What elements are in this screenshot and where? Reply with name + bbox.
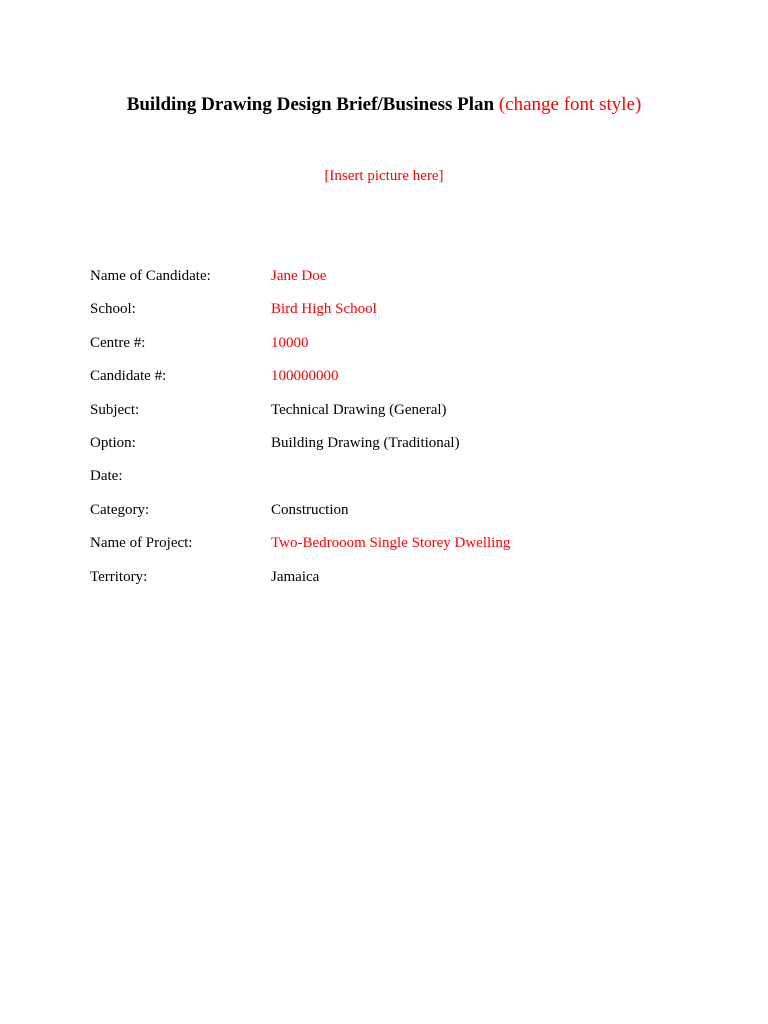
info-value: Construction [271, 501, 349, 518]
info-value: Jamaica [271, 568, 320, 585]
info-label: Name of Project: [90, 535, 193, 552]
info-value: 100000000 [271, 368, 339, 385]
info-row-candidate-number [90, 365, 690, 398]
info-value: Building Drawing (Traditional) [271, 434, 460, 451]
picture-placeholder: [Insert picture here] [324, 168, 444, 184]
info-row-centre-number [90, 332, 690, 365]
info-value: Two-Bedrooom Single Storey Dwelling [271, 535, 511, 552]
info-row-date [90, 465, 690, 498]
info-label: Option: [90, 434, 136, 451]
info-label: Subject: [90, 401, 140, 418]
info-row-name-of-project [90, 532, 690, 565]
info-label: School: [90, 301, 136, 318]
info-label: Territory: [90, 568, 148, 585]
info-label: Centre #: [90, 334, 146, 351]
candidate-info-table [90, 265, 690, 599]
info-value: Jane Doe [271, 268, 327, 284]
info-row-school [90, 298, 690, 331]
info-row-option [90, 432, 690, 465]
info-value: 10000 [271, 334, 309, 351]
info-value: Bird High School [271, 301, 377, 318]
info-label: Candidate #: [90, 368, 167, 385]
document-title [0, 91, 768, 119]
info-label: Category: [90, 501, 150, 518]
info-row-name-of-candidate [90, 265, 690, 298]
title-note-text: (change font style) [498, 94, 642, 115]
info-row-category [90, 499, 690, 532]
info-label: Date: [90, 468, 123, 485]
info-row-territory [90, 566, 690, 599]
info-row-subject [90, 399, 690, 432]
info-value: Technical Drawing (General) [271, 401, 447, 418]
info-label: Name of Candidate: [90, 268, 211, 284]
title-main-text: Building Drawing Design Brief/Business Plan [126, 94, 495, 115]
